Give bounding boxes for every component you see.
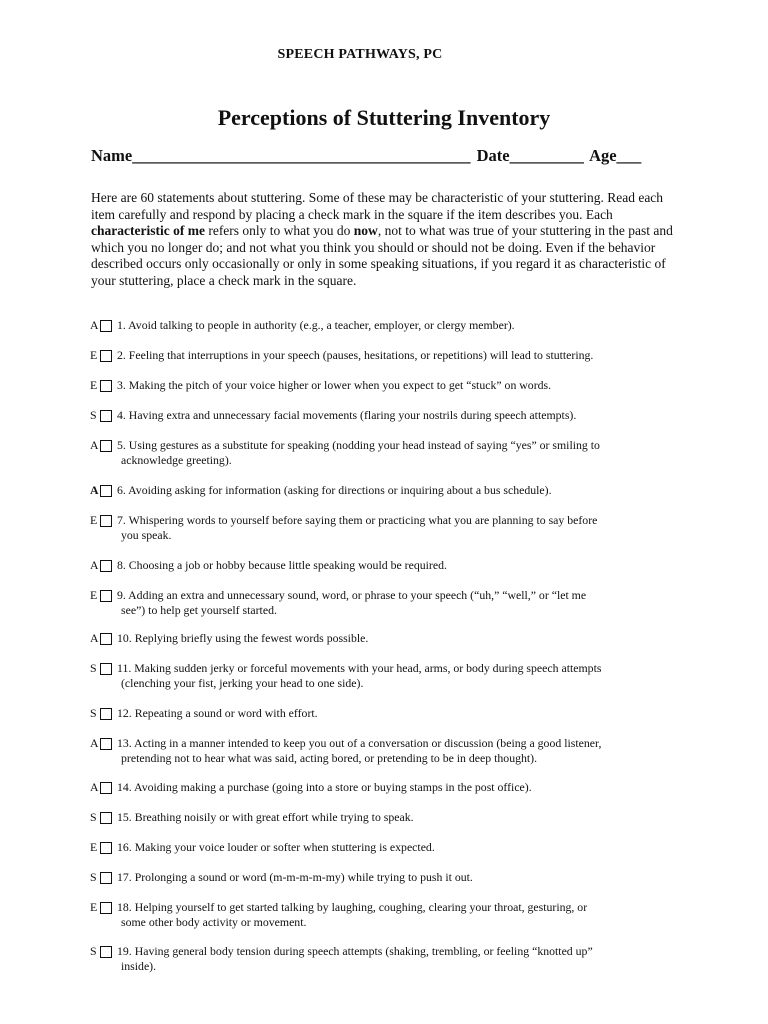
- item-statement-continued: you speak.: [121, 528, 172, 542]
- item-category-code: A: [90, 558, 99, 572]
- item-checkbox[interactable]: [100, 842, 112, 854]
- inventory-item: [90, 870, 690, 885]
- inventory-item: [90, 483, 690, 498]
- inventory-item: [90, 513, 690, 543]
- inventory-item: [90, 900, 690, 930]
- item-category-code: A: [90, 483, 99, 497]
- item-statement: 4. Having extra and unnecessary facial movements (flaring your nostrils during speech attempts).: [117, 408, 577, 422]
- item-checkbox[interactable]: [100, 440, 112, 452]
- inventory-item: [90, 318, 690, 333]
- item-checkbox[interactable]: [100, 320, 112, 332]
- item-category-code: S: [90, 661, 97, 675]
- item-statement: 9. Adding an extra and unnecessary sound, word, or phrase to your speech (“uh,” “well,” or “let me: [117, 588, 587, 602]
- item-category-code: S: [90, 408, 97, 422]
- inventory-item: [90, 588, 690, 618]
- inventory-item: [90, 661, 690, 691]
- intro-text-1: Here are 60 statements about stuttering. Some of these may be characteristic of your stuttering. Read each item carefully and respond by placing a check mark in the square if the item describes you. Each: [91, 190, 664, 222]
- item-checkbox[interactable]: [100, 872, 112, 884]
- item-checkbox[interactable]: [100, 782, 112, 794]
- item-checkbox[interactable]: [100, 708, 112, 720]
- item-category-code: E: [90, 840, 98, 854]
- inventory-item: [90, 348, 690, 363]
- inventory-item: [90, 736, 690, 766]
- item-statement-continued: inside).: [121, 959, 157, 973]
- item-category-code: S: [90, 706, 97, 720]
- item-checkbox[interactable]: [100, 410, 112, 422]
- inventory-item: [90, 378, 690, 393]
- item-statement: 6. Avoiding asking for information (asking for directions or inquiring about a bus schedule).: [117, 483, 552, 497]
- inventory-item: [90, 944, 690, 974]
- item-category-code: A: [90, 736, 99, 750]
- inventory-item: [90, 631, 690, 646]
- item-statement: 2. Feeling that interruptions in your speech (pauses, hesitations, or repetitions) will lead to stuttering.: [117, 348, 594, 362]
- item-checkbox[interactable]: [100, 812, 112, 824]
- item-statement: 14. Avoiding making a purchase (going into a store or buying stamps in the post office).: [117, 780, 532, 794]
- item-statement: 13. Acting in a manner intended to keep you out of a conversation or discussion (being a good listener,: [117, 736, 602, 750]
- item-statement: 8. Choosing a job or hobby because little speaking would be required.: [117, 558, 447, 572]
- organization-name: SPEECH PATHWAYS, PC: [277, 47, 443, 62]
- item-statement: 3. Making the pitch of your voice higher or lower when you expect to get “stuck” on words.: [117, 378, 552, 392]
- item-checkbox[interactable]: [100, 633, 112, 645]
- item-statement-continued: pretending not to hear what was said, acting bored, or pretending to be in deep thought).: [121, 751, 538, 765]
- item-category-code: S: [90, 944, 97, 958]
- date-field[interactable]: Date_________: [476, 146, 584, 165]
- item-checkbox[interactable]: [100, 590, 112, 602]
- item-category-code: S: [90, 810, 97, 824]
- inventory-item: [90, 558, 690, 573]
- item-checkbox[interactable]: [100, 485, 112, 497]
- form-fields: [91, 146, 643, 166]
- inventory-item: [90, 780, 690, 795]
- intro-bold-1: characteristic of me: [91, 223, 205, 239]
- item-checkbox[interactable]: [100, 902, 112, 914]
- item-statement: 10. Replying briefly using the fewest words possible.: [117, 631, 369, 645]
- item-checkbox[interactable]: [100, 663, 112, 675]
- item-category-code: E: [90, 378, 98, 392]
- page-title: Perceptions of Stuttering Inventory: [217, 105, 551, 130]
- item-category-code: E: [90, 900, 98, 914]
- item-statement: 17. Prolonging a sound or word (m-m-m-m-my) while trying to push it out.: [117, 870, 473, 884]
- item-statement: 16. Making your voice louder or softer when stuttering is expected.: [117, 840, 435, 854]
- item-category-code: A: [90, 438, 99, 452]
- item-category-code: E: [90, 588, 98, 602]
- inventory-item: [90, 840, 690, 855]
- item-checkbox[interactable]: [100, 515, 112, 527]
- age-field[interactable]: Age___: [589, 146, 642, 165]
- instructions-paragraph: [91, 190, 681, 290]
- name-field[interactable]: Name_________________________________________: [91, 146, 471, 165]
- item-statement: 7. Whispering words to yourself before saying them or practicing what you are planning to say before: [117, 513, 598, 527]
- item-statement: 5. Using gestures as a substitute for speaking (nodding your head instead of saying “yes” or smiling to: [117, 438, 600, 452]
- item-statement: 18. Helping yourself to get started talking by laughing, coughing, clearing your throat, gesturing, or: [117, 900, 588, 914]
- item-statement: 15. Breathing noisily or with great effort while trying to speak.: [117, 810, 414, 824]
- item-statement-continued: (clenching your fist, jerking your head to one side).: [121, 676, 364, 690]
- item-statement: 12. Repeating a sound or word with effort.: [117, 706, 318, 720]
- item-checkbox[interactable]: [100, 380, 112, 392]
- item-category-code: A: [90, 631, 99, 645]
- item-statement: 19. Having general body tension during speech attempts (shaking, trembling, or feeling “knotted up”: [117, 944, 593, 958]
- item-checkbox[interactable]: [100, 738, 112, 750]
- item-statement: 11. Making sudden jerky or forceful movements with your head, arms, or body during speech attempts: [117, 661, 602, 675]
- inventory-item: [90, 810, 690, 825]
- item-statement-continued: see”) to help get yourself started.: [121, 603, 277, 617]
- item-category-code: E: [90, 513, 98, 527]
- inventory-item: [90, 438, 690, 468]
- intro-text-3: , not to what was true of your stuttering in the past and which you no longer do; and not what you think you should or should not be doing. Even if the behavior described occurs only occasionally or only in some speaking situations, if you regard it as characteristic of your stuttering, place a check mark in the square.: [91, 223, 673, 288]
- item-category-code: A: [90, 318, 99, 332]
- item-checkbox[interactable]: [100, 946, 112, 958]
- item-statement: 1. Avoid talking to people in authority (e.g., a teacher, employer, or clergy member).: [117, 318, 515, 332]
- item-category-code: A: [90, 780, 99, 794]
- item-statement-continued: acknowledge greeting).: [121, 453, 232, 467]
- intro-text-2: refers only to what you do: [204, 223, 354, 239]
- item-statement-continued: some other body activity or movement.: [121, 915, 307, 929]
- inventory-item: [90, 706, 690, 721]
- item-checkbox[interactable]: [100, 560, 112, 572]
- item-category-code: S: [90, 870, 97, 884]
- intro-bold-2: now: [353, 223, 378, 239]
- item-checkbox[interactable]: [100, 350, 112, 362]
- inventory-item: [90, 408, 690, 423]
- item-category-code: E: [90, 348, 98, 362]
